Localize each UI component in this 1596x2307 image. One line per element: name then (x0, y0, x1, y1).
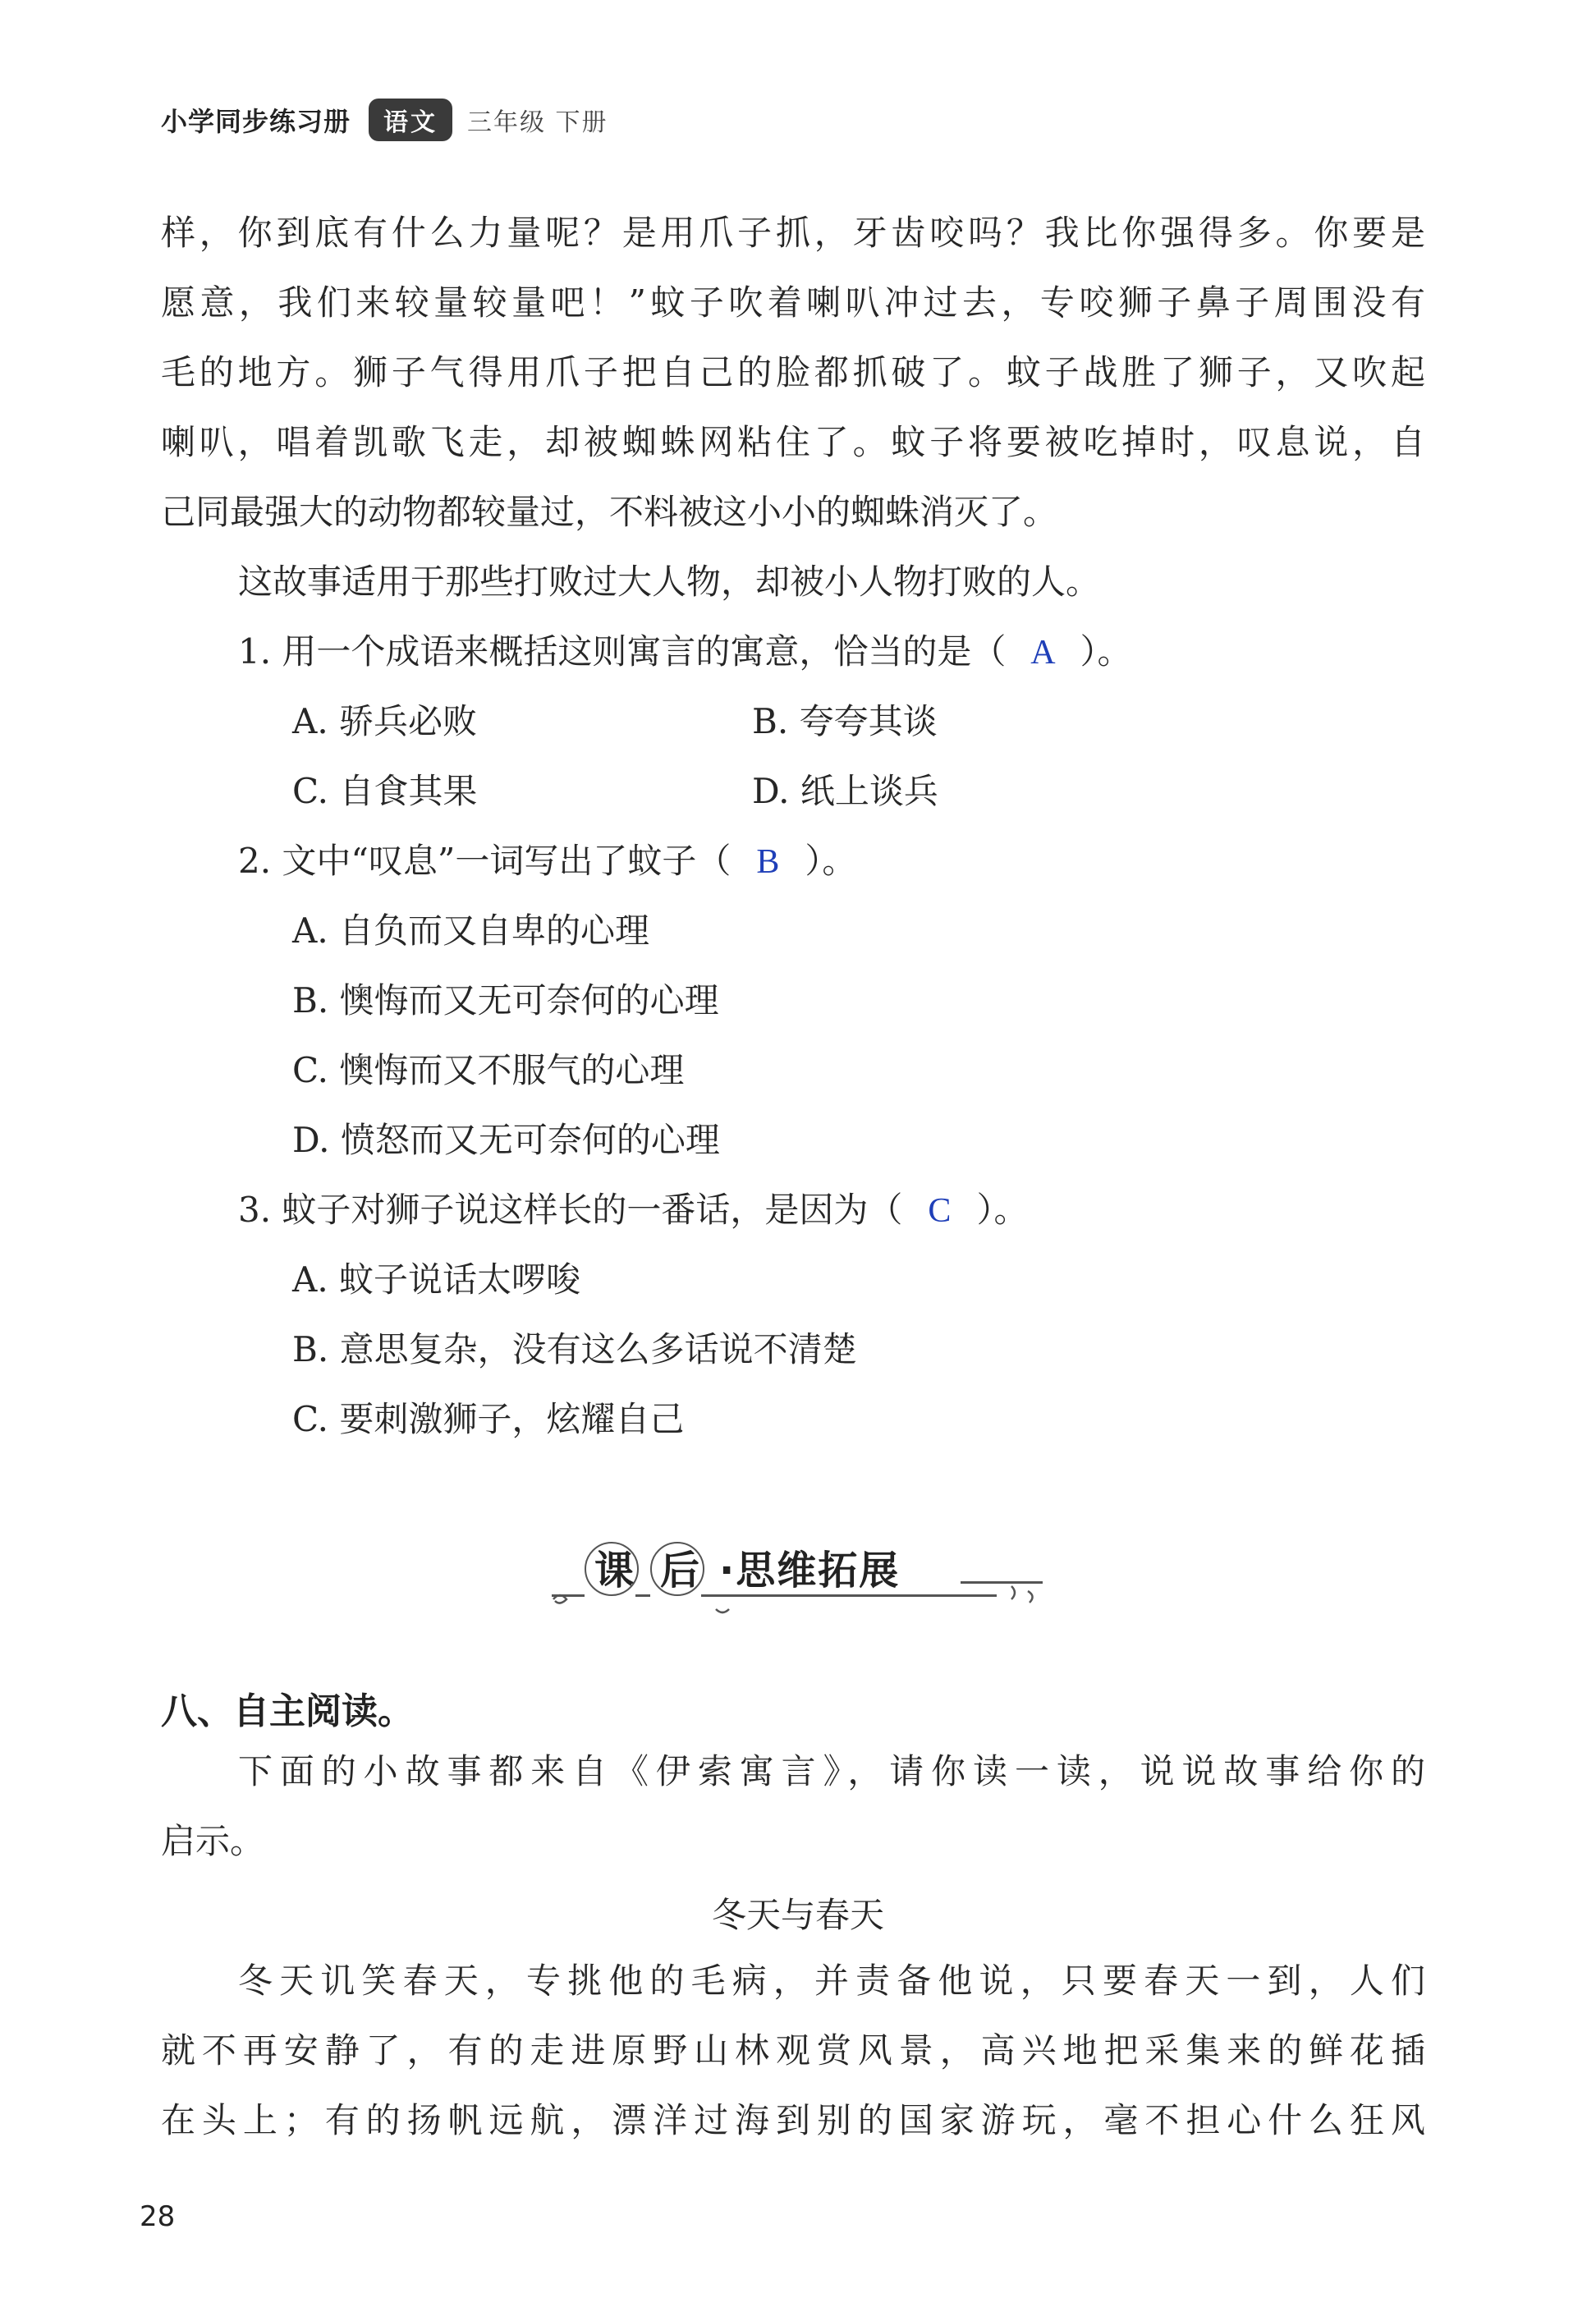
book-title: 小学同步练习册 (161, 106, 351, 137)
passage-line: 愿意，我们来较量较量吧！”蚊子吹着喇叭冲过去，专咬狮子鼻子周围没有 (161, 282, 1425, 323)
story-line: 就不再安静了，有的走进原野山林观赏风景，高兴地把采集来的鲜花插 (161, 2030, 1425, 2071)
question-stem-text: 1. 用一个成语来概括这则寓言的寓意，恰当的是（ (238, 631, 1007, 672)
page-header (161, 97, 608, 143)
instruction-line: 启示。 (161, 1821, 265, 1861)
option: B. 懊悔而又无可奈何的心理 (292, 980, 719, 1020)
option: D. 纸上谈兵 (752, 771, 938, 811)
banner-char: 后 (660, 1548, 704, 1594)
option: C. 懊悔而又不服气的心理 (292, 1050, 685, 1090)
option: B. 夸夸其谈 (752, 701, 938, 741)
answer-mark: B (756, 843, 780, 881)
question-stem-text: 2. 文中“叹息”一词写出了蚊子（ (238, 841, 732, 881)
option: B. 意思复杂，没有这么多话说不清楚 (292, 1329, 857, 1369)
question-1-stem (238, 629, 1131, 676)
question-stem-end: ）。 (805, 841, 857, 881)
subject-badge: 语文 (369, 99, 452, 141)
question-stem-end: ）。 (976, 1190, 1029, 1230)
section-banner (552, 1527, 1044, 1626)
option: A. 骄兵必败 (292, 701, 478, 741)
moral-line: 这故事适用于那些打败过大人物，却被小人物打败的人。 (238, 562, 1101, 602)
question-2-stem (238, 838, 856, 885)
option: C. 要刺激狮子，炫耀自己 (292, 1399, 685, 1439)
banner-swirl-decoration (552, 1585, 1044, 1626)
option: A. 自负而又自卑的心理 (292, 910, 650, 951)
banner-char: 课 (594, 1548, 638, 1594)
page-number: 28 (140, 2200, 176, 2233)
option: C. 自食其果 (292, 771, 478, 811)
question-stem-text: 3. 蚊子对狮子说这样长的一番话，是因为（ (238, 1190, 903, 1230)
banner-rule-right (961, 1581, 1043, 1584)
answer-mark: C (928, 1192, 952, 1230)
story-line: 冬天讥笑春天，专挑他的毛病，并责备他说，只要春天一到，人们 (238, 1961, 1425, 2001)
section-heading: 八、自主阅读。 (161, 1690, 414, 1732)
passage-line: 喇叭，唱着凯歌飞走，却被蜘蛛网粘住了。蚊子将要被吃掉时，叹息说，自 (161, 422, 1425, 462)
passage-line: 样，你到底有什么力量呢？是用爪子抓，牙齿咬吗？我比你强得多。你要是 (161, 213, 1425, 253)
option: A. 蚊子说话太啰唆 (292, 1259, 581, 1300)
story-line: 在头上；有的扬帆远航，漂洋过海到别的国家游玩，毫不担心什么狂风 (161, 2100, 1425, 2140)
answer-mark: A (1030, 634, 1056, 672)
option: D. 愤怒而又无可奈何的心理 (292, 1120, 720, 1160)
banner-title: ·思维拓展 (719, 1548, 901, 1594)
story-title: 冬天与春天 (711, 1895, 884, 1935)
passage-line: 毛的地方。狮子气得用爪子把自己的脸都抓破了。蚊子战胜了狮子，又吹起 (161, 352, 1425, 392)
question-stem-end: ）。 (1080, 631, 1132, 672)
question-3-stem (238, 1187, 1028, 1234)
passage-line: 己同最强大的动物都较量过，不料被这小小的蜘蛛消灭了。 (161, 492, 1058, 532)
instruction-line: 下面的小故事都来自《伊索寓言》，请你读一读，说说故事给你的 (238, 1751, 1425, 1791)
grade-label: 三年级 下册 (467, 108, 608, 137)
